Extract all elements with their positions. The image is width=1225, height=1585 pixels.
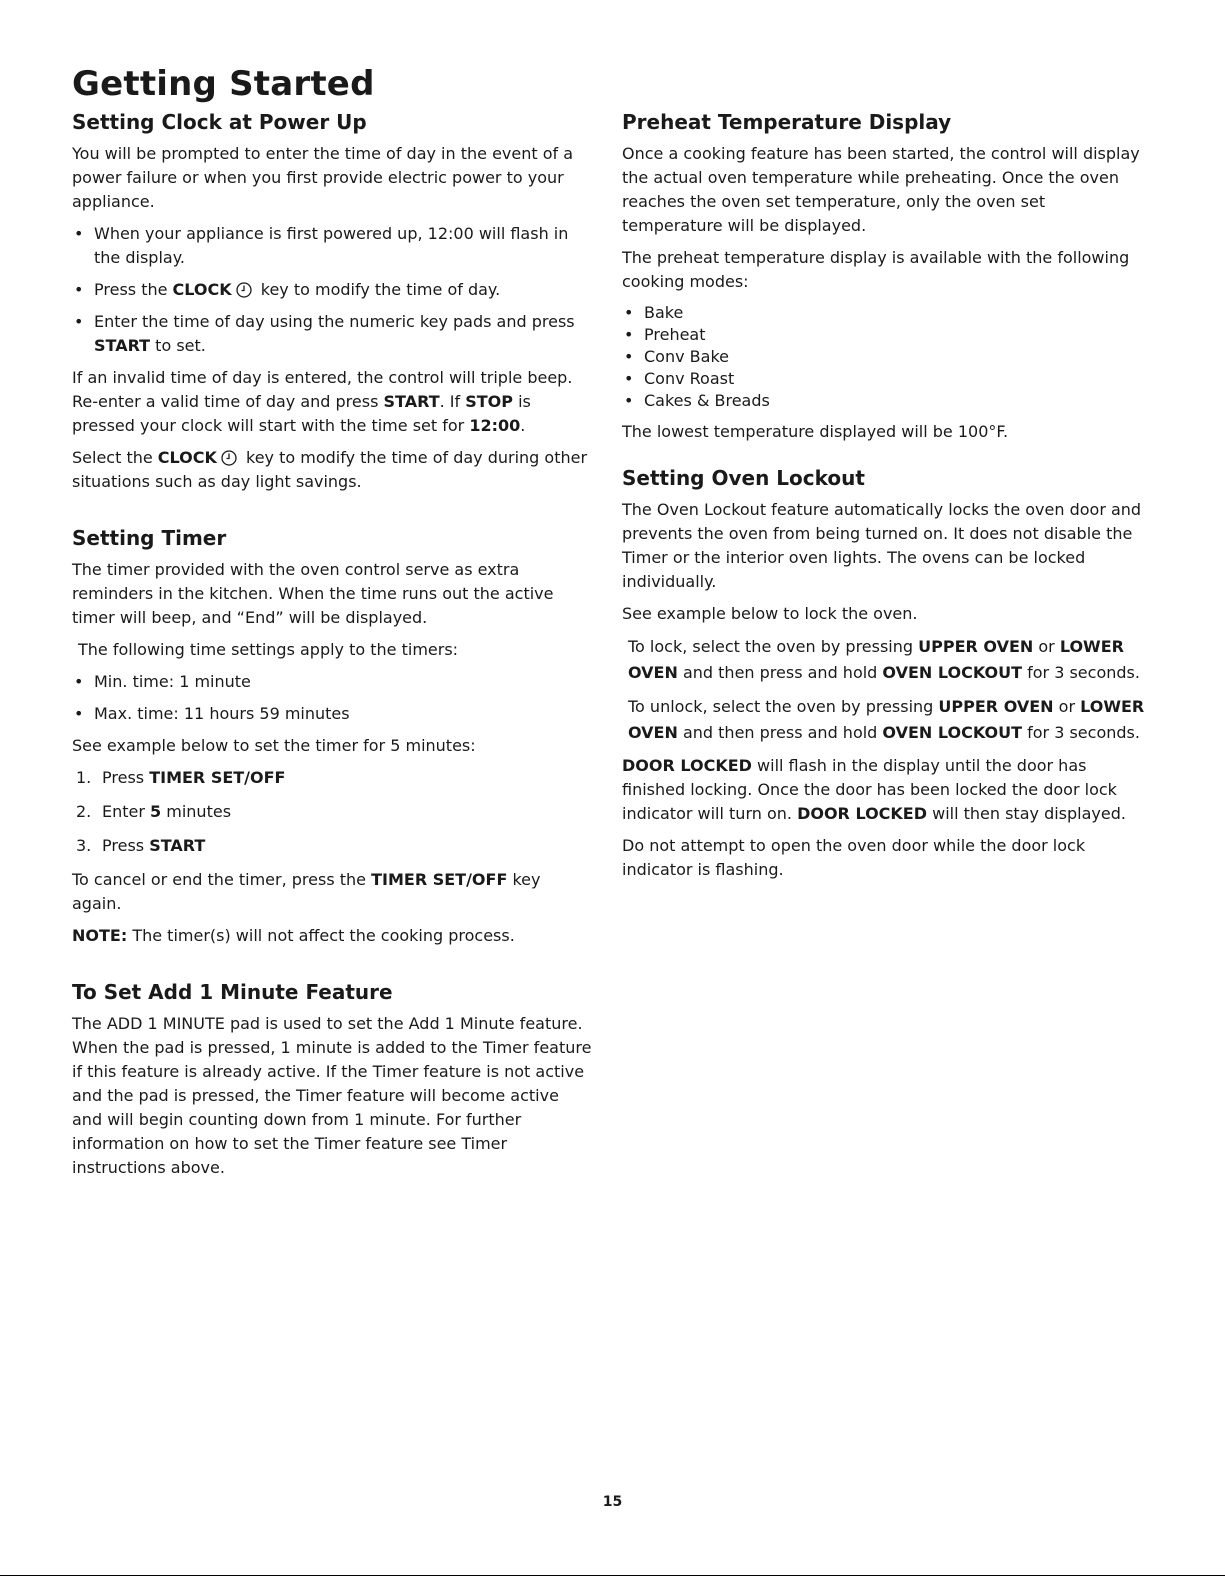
text: is pressed your clock will start with the time set for — [72, 392, 531, 435]
text: The timer(s) will not affect the cooking process. — [127, 926, 515, 945]
text: or — [1053, 697, 1081, 716]
key-name: OVEN LOCKOUT — [882, 663, 1023, 682]
key-name: CLOCK — [172, 280, 232, 299]
timer-cancel — [72, 868, 592, 916]
door-locked-paragraph — [622, 754, 1147, 826]
time-value: 12:00 — [469, 416, 521, 435]
text: will flash in the display until the door has finished locking. Once the door has been locked the door lock indicator will turn on. — [622, 756, 1117, 823]
key-name: START — [149, 836, 206, 855]
lockout-example: See example below to lock the oven. — [622, 604, 918, 623]
unlock-instructions — [622, 694, 1147, 746]
preheat-section — [622, 110, 1147, 444]
select-paragraph — [72, 446, 592, 494]
list-item: • Preheat — [622, 324, 1147, 346]
preheat-modes-intro: The preheat temperature display is available with the following cooking modes: — [622, 248, 1130, 291]
timer-heading: Setting Timer — [72, 526, 227, 550]
text: . If — [439, 392, 466, 411]
left-column — [72, 110, 592, 1188]
bullet-text: Press the — [94, 280, 173, 299]
bullet-text: Max. time: 11 hours 59 minutes — [94, 704, 350, 723]
text: minutes — [161, 802, 232, 821]
door-warning: Do not attempt to open the oven door while the door lock indicator is flashing. — [622, 836, 1086, 879]
key-name: UPPER OVEN — [918, 637, 1034, 656]
list-item — [72, 310, 592, 358]
list-item — [72, 222, 592, 270]
bullet-text: key to modify the time of day. — [255, 280, 501, 299]
text: Select the — [72, 448, 158, 467]
add-minute-section — [72, 980, 592, 1180]
text: and then press and hold — [677, 723, 883, 742]
list-item — [72, 702, 592, 726]
invalid-paragraph — [72, 366, 592, 438]
status-text: DOOR LOCKED — [622, 756, 752, 775]
lockout-section — [622, 466, 1147, 882]
timer-bullets — [72, 670, 592, 726]
lock-instructions — [622, 634, 1147, 686]
clock-bullets — [72, 222, 592, 358]
footer-rule — [0, 1575, 1225, 1576]
key-name: TIMER SET/OFF — [371, 870, 508, 889]
step-number: 2. — [76, 802, 92, 821]
preheat-heading: Preheat Temperature Display — [622, 110, 952, 134]
key-name: TIMER SET/OFF — [149, 768, 286, 787]
text: To lock, select the oven by pressing — [628, 637, 919, 656]
text: Press — [102, 836, 150, 855]
add-minute-heading: To Set Add 1 Minute Feature — [72, 980, 393, 1004]
clock-icon — [236, 282, 252, 298]
list-item: • Cakes & Breads — [622, 390, 1147, 412]
note-label: NOTE: — [72, 926, 128, 945]
timer-example: See example below to set the timer for 5 minutes: — [72, 736, 476, 755]
key-name: STOP — [465, 392, 513, 411]
list-item: • Bake — [622, 302, 1147, 324]
list-item — [72, 834, 592, 858]
list-item: • Conv Roast — [622, 368, 1147, 390]
text: To cancel or end the timer, press the — [72, 870, 372, 889]
page-number: 15 — [602, 1494, 623, 1510]
text: If an invalid time of day is entered, the control will triple beep. Re-enter a valid time of day and press — [72, 368, 573, 411]
clock-icon — [221, 450, 237, 466]
text: or — [1033, 637, 1060, 656]
text: and then press and hold — [677, 663, 883, 682]
bullet-text: When your appliance is first powered up, 12:00 will flash in the display. — [94, 224, 569, 267]
page-title: Getting Started — [72, 64, 375, 104]
lockout-heading: Setting Oven Lockout — [622, 466, 865, 490]
text: for 3 seconds. — [1022, 723, 1140, 742]
timer-intro: The timer provided with the oven control serve as extra reminders in the kitchen. When the time runs out the active timer will beep, and “End” will be displayed. — [72, 560, 554, 627]
text: for 3 seconds. — [1022, 663, 1140, 682]
key-name: START — [383, 392, 440, 411]
key-name: 5 — [150, 802, 162, 821]
list-item — [72, 766, 592, 790]
right-column — [622, 110, 1147, 890]
clock-intro: You will be prompted to enter the time of day in the event of a power failure or when you first provide electric power to your appliance. — [72, 144, 574, 211]
text: key again. — [72, 870, 541, 913]
list-item — [72, 800, 592, 824]
list-item: • Conv Bake — [622, 346, 1147, 368]
text: Press — [102, 768, 150, 787]
text: will then stay displayed. — [927, 804, 1126, 823]
list-item — [72, 278, 592, 302]
timer-note — [72, 924, 592, 948]
clock-heading: Setting Clock at Power Up — [72, 110, 367, 134]
bullet-text: Min. time: 1 minute — [94, 672, 251, 691]
key-name: OVEN LOCKOUT — [882, 723, 1023, 742]
preheat-modes — [622, 302, 1147, 412]
lockout-body: The Oven Lockout feature automatically locks the oven door and prevents the oven from being turned on. It does not disable the Timer or the interior oven lights. The ovens can be locked individually. — [622, 500, 1142, 591]
preheat-lowest: The lowest temperature displayed will be 100°F. — [622, 422, 1009, 441]
status-text: DOOR LOCKED — [797, 804, 928, 823]
timer-apply: The following time settings apply to the timers: — [78, 640, 459, 659]
key-name: START — [94, 336, 151, 355]
bullet-text: Enter the time of day using the numeric key pads and press — [94, 312, 575, 331]
preheat-body: Once a cooking feature has been started, the control will display the actual oven temperature while preheating. Once the oven reaches the oven set temperature, only the oven set temperature will be displayed. — [622, 144, 1140, 235]
add-minute-body: The ADD 1 MINUTE pad is used to set the Add 1 Minute feature. When the pad is pressed, 1 minute is added to the Timer feature if this feature is already active. If the Timer feature is not active and the pad is pressed, the Timer feature will become active and will begin counting down from 1 minute. For further information on how to set the Timer feature see Timer instructions above. — [72, 1014, 592, 1177]
key-name: LOWER OVEN — [628, 697, 1145, 742]
timer-steps — [72, 766, 592, 858]
clock-section — [72, 110, 592, 494]
text: . — [520, 416, 526, 435]
key-name: LOWER OVEN — [628, 637, 1124, 682]
key-name: UPPER OVEN — [938, 697, 1054, 716]
key-name: CLOCK — [157, 448, 217, 467]
text: Enter — [102, 802, 151, 821]
step-number: 1. — [76, 768, 92, 787]
timer-section — [72, 526, 592, 948]
text: To unlock, select the oven by pressing — [628, 697, 939, 716]
bullet-text: to set. — [150, 336, 206, 355]
text: key to modify the time of day during other situations such as day light savings. — [72, 448, 588, 491]
list-item — [72, 670, 592, 694]
step-number: 3. — [76, 836, 92, 855]
